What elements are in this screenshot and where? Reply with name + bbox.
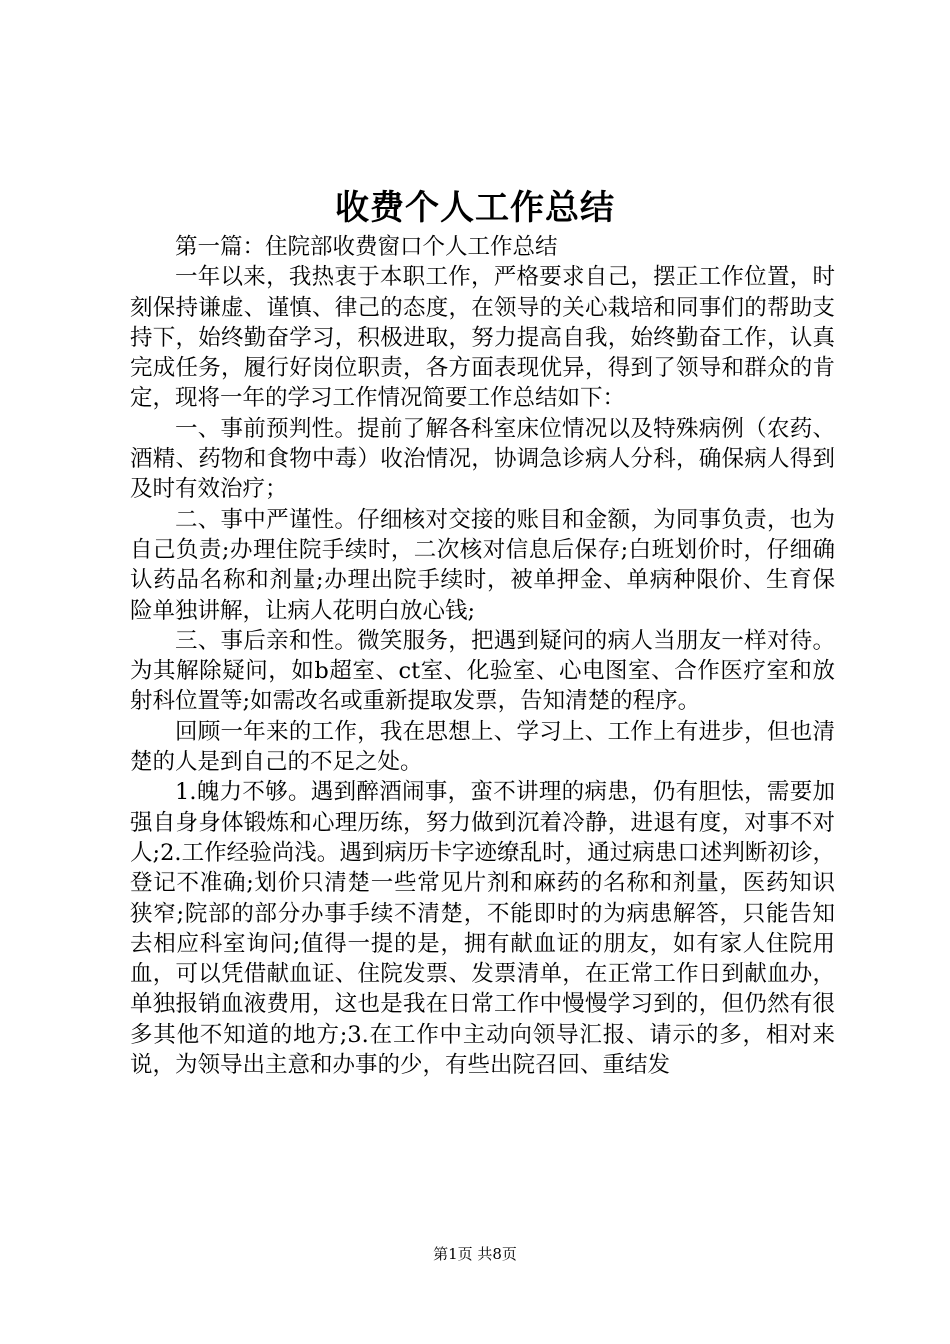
document-body [130,232,835,1080]
paragraph-intro: 一年以来，我热衷于本职工作，严格要求自己，摆正工作位置，时刻保持谦虚、谨慎、律己的态度，在领导的关心栽培和同事们的帮助支持下，始终勤奋学习，积极进取，努力提高自我，始终勤奋工作，认真完成任务，履行好岗位职责，各方面表现优异，得到了领导和群众的肯定，现将一年的学习工作情况简要工作总结如下： [130,264,835,412]
document-title: 收费个人工作总结 [335,188,615,228]
paragraph-point-2: 二、事中严谨性。仔细核对交接的账目和金额，为同事负责，也为自己负责;办理住院手续时，二次核对信息后保存;白班划价时，仔细确认药品名称和剂量;办理出院手续时，被单押金、单病种限价、生育保险单独讲解，让病人花明白放心钱; [130,506,835,624]
paragraph-point-3: 三、事后亲和性。微笑服务，把遇到疑问的病人当朋友一样对待。为其解除疑问，如b超室、ct室、化验室、心电图室、合作医疗室和放射科位置等;如需改名或重新提取发票，告知清楚的程序。 [130,627,835,715]
section-heading: 第一篇：住院部收费窗口个人工作总结 [175,234,558,260]
paragraph-shortcomings: 1.魄力不够。遇到醉酒闹事，蛮不讲理的病患，仍有胆怯，需要加强自身身体锻炼和心理历练，努力做到沉着冷静，进退有度，对事不对人;2.工作经验尚浅。遇到病历卡字迹缭乱时，通过病患口述判断初诊，登记不准确;划价只清楚一些常见片剂和麻药的名称和剂量，医药知识狭窄;院部的部分办事手续不清楚，不能即时的为病患解答，只能告知去相应科室询问;值得一提的是，拥有献血证的朋友，如有家人住院用血，可以凭借献血证、住院发票、发票清单，在正常工作日到献血办，单独报销血液费用，这也是我在日常工作中慢慢学习到的，但仍然有很多其他不知道的地方;3.在工作中主动向领导汇报、请示的多，相对来说，为领导出主意和办事的少，有些出院召回、重结发 [130,779,835,1079]
paragraph-point-1: 一、事前预判性。提前了解各科室床位情况以及特殊病例（农药、酒精、药物和食物中毒）收治情况，协调急诊病人分科，确保病人得到及时有效治疗； [130,415,835,503]
page-footer: 第1页 共8页 [433,1245,517,1263]
paragraph-review: 回顾一年来的工作，我在思想上、学习上、工作上有进步，但也清楚的人是到自己的不足之处。 [130,718,835,776]
